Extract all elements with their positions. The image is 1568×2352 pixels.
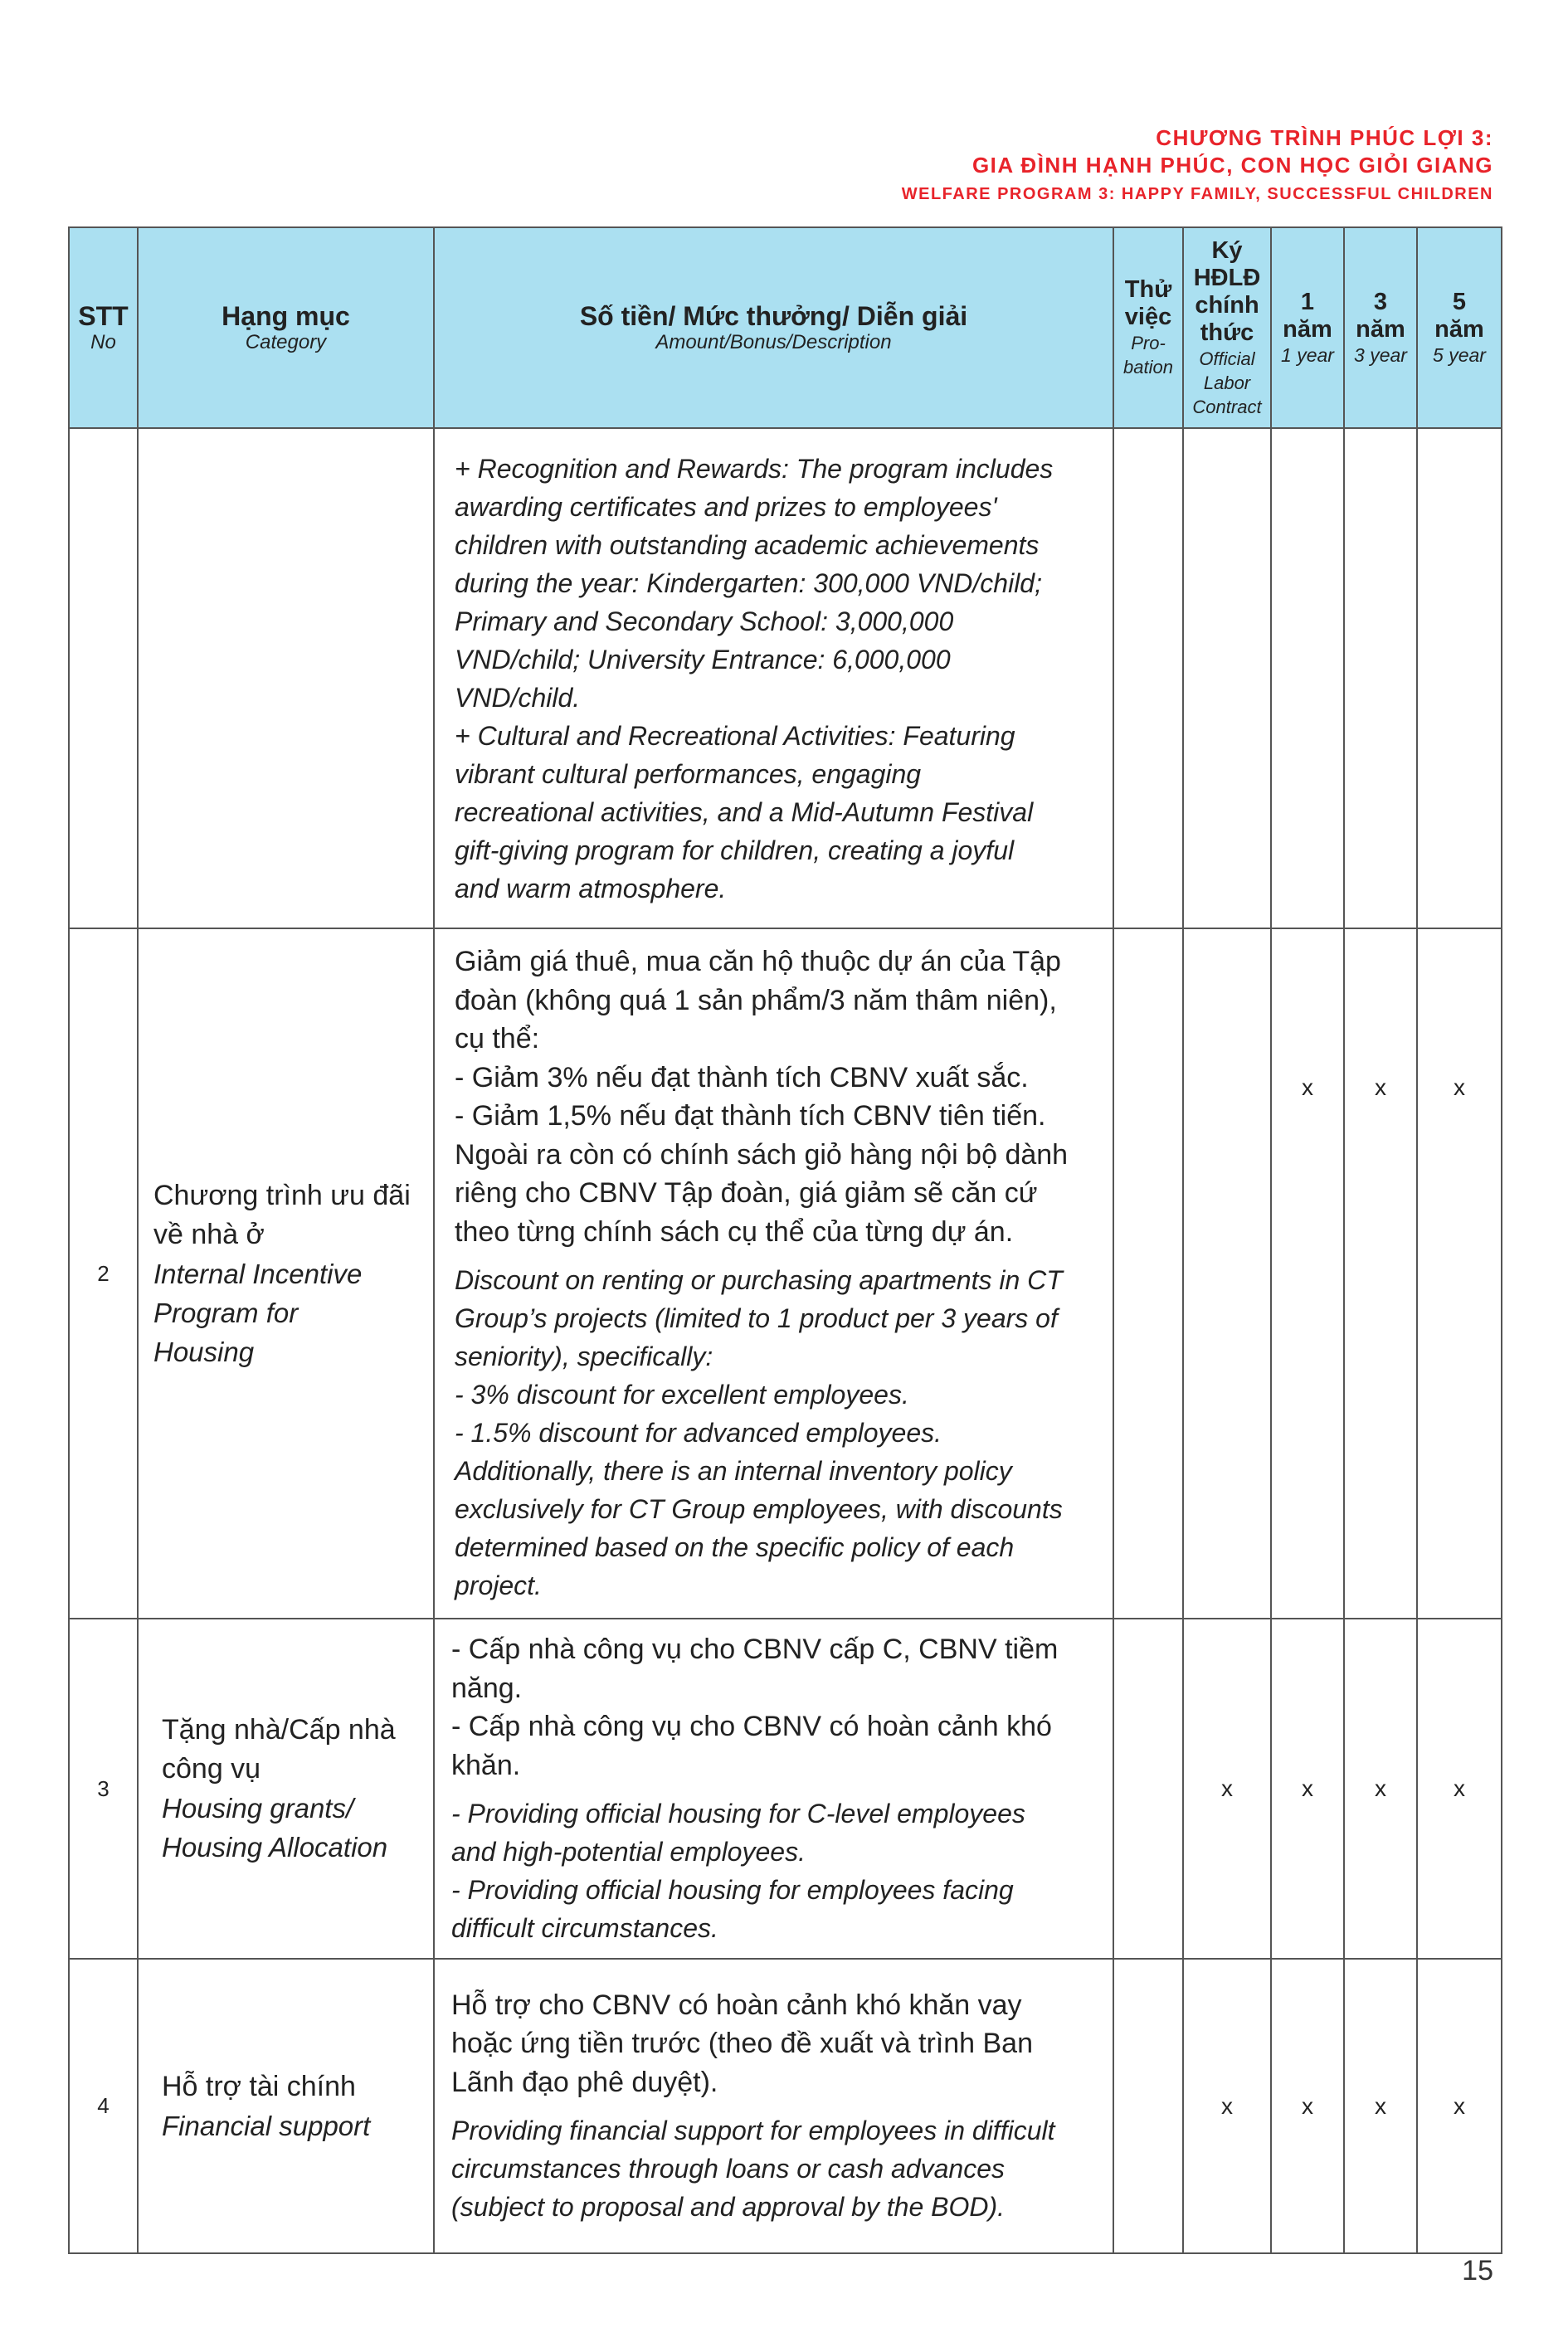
program-title-vi-line2: GIA ĐÌNH HẠNH PHÚC, CON HỌC GIỎI GIANG [971,153,1493,178]
mark-3-year [1344,428,1417,928]
mark-5-year [1417,428,1502,928]
col-header-5-year: 5 năm 5 year [1417,227,1502,428]
mark-official-contract: x [1183,1959,1271,2253]
description-en: - Providing official housing for C-level employees and high-potential employees. - Providing official housing for employees facing difficult circumstances. [451,1799,1025,1943]
row-category [138,428,434,928]
mark-5-year: x [1417,1959,1502,2253]
col-header-category: Hạng mục Category [138,227,434,428]
table-row [69,428,1502,928]
row-number: 3 [69,1619,138,1959]
row-number [69,428,138,928]
col-header-official-contract: Ký HĐLĐ chính thức Official Labor Contract [1183,227,1271,428]
mark-5-year: x [1417,928,1502,1619]
category-vi: Hỗ trợ tài chính [162,2070,356,2102]
row-description [434,928,1113,1619]
category-vi: Tặng nhà/Cấp nhà công vụ [162,1714,396,1785]
row-description [434,428,1113,928]
mark-1-year: x [1271,1619,1344,1959]
program-header [902,124,1493,206]
mark-3-year: x [1344,1619,1417,1959]
description-en: Discount on renting or purchasing apartments in CT Group’s projects (limited to 1 product per 3 years of seniority), specifically: - 3% discount for excellent employees. - 1.5% discount for advanced employees. Additionally, there is an internal inventory policy exclusively for CT Group employees, with discounts determined based on the specific policy of each project. [455,1265,1063,1600]
col-header-probation: Thử việc Pro- bation [1113,227,1183,428]
category-en: Housing grants/ Housing Allocation [162,1793,388,1863]
mark-3-year: x [1344,1959,1417,2253]
mark-probation [1113,928,1183,1619]
page-number: 15 [1462,2255,1493,2286]
mark-1-year [1271,428,1344,928]
col-header-no: STT No [69,227,138,428]
program-title-vi-line1: CHƯƠNG TRÌNH PHÚC LỢI 3: [1156,125,1493,150]
row-description [434,1619,1113,1959]
welfare-table [68,226,1502,2254]
table-row [69,1619,1502,1959]
mark-probation [1113,1959,1183,2253]
description-vi: Giảm giá thuê, mua căn hộ thuộc dự án của Tập đoàn (không quá 1 sản phẩm/3 năm thâm niên), cụ thể: - Giảm 3% nếu đạt thành tích CBNV xuất sắc. - Giảm 1,5% nếu đạt thành tích CBNV tiên tiến. Ngoài ra còn có chính sách giỏ hàng nội bộ dành riêng cho CBNV Tập đoàn, giá giảm sẽ căn cứ theo từng chính sách cụ thể của từng dự án. [455,946,1069,1248]
mark-5-year: x [1417,1619,1502,1959]
col-header-1-year: 1 năm 1 year [1271,227,1344,428]
row-category [138,928,434,1619]
mark-probation [1113,1619,1183,1959]
category-vi: Chương trình ưu đãi về nhà ở [153,1179,411,1250]
description-en: Providing financial support for employees in difficult circumstances through loans or cash advances (subject to proposal and approval by the BOD). [451,2116,1055,2223]
table-header-row [69,227,1502,428]
description-vi: - Cấp nhà công vụ cho CBNV cấp C, CBNV tiềm năng. - Cấp nhà công vụ cho CBNV có hoàn cảnh khó khăn. [451,1634,1059,1781]
mark-official-contract: x [1183,1619,1271,1959]
mark-1-year: x [1271,928,1344,1619]
row-number: 2 [69,928,138,1619]
row-number: 4 [69,1959,138,2253]
description-en: + Recognition and Rewards: The program includes awarding certificates and prizes to employees' children with outstanding academic achievements during the year: Kindergarten: 300,000 VND/child; Primary and Secondary School: 3,000,000 VND/child; University Entrance: 6,000,000 VND/child. + Cultural and Recreational Activities: Featuring vibrant cultural performances, engaging recreational activities, and a Mid-Autumn Festival gift-giving program for children, creating a joyful and warm atmosphere. [455,453,1054,903]
mark-probation [1113,428,1183,928]
row-description [434,1959,1113,2253]
program-title-en: WELFARE PROGRAM 3: HAPPY FAMILY, SUCCESSFUL CHILDREN [901,185,1493,203]
mark-official-contract [1183,428,1271,928]
category-en: Financial support [162,2110,371,2141]
row-category [138,1959,434,2253]
row-category [138,1619,434,1959]
mark-official-contract [1183,928,1271,1619]
mark-1-year: x [1271,1959,1344,2253]
mark-3-year: x [1344,928,1417,1619]
category-en: Internal Incentive Program for Housing [153,1258,363,1367]
description-vi: Hỗ trợ cho CBNV có hoàn cảnh khó khăn vay hoặc ứng tiền trước (theo đề xuất và trình Ban Lãnh đạo phê duyệt). [451,1989,1033,2098]
col-header-3-year: 3 năm 3 year [1344,227,1417,428]
table-row [69,928,1502,1619]
col-header-description: Số tiền/ Mức thưởng/ Diễn giải Amount/Bonus/Description [434,227,1113,428]
table-row [69,1959,1502,2253]
